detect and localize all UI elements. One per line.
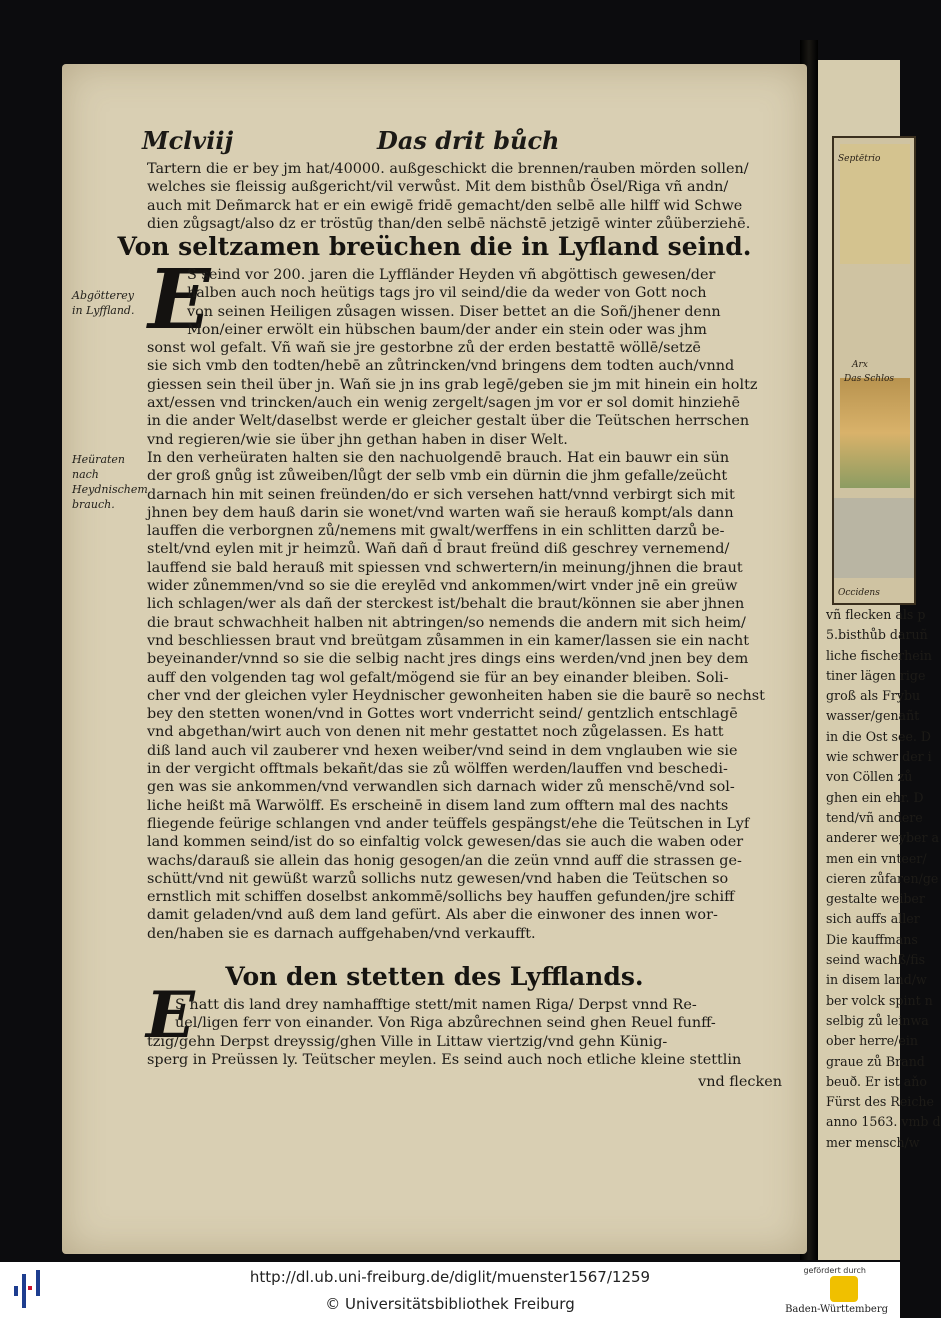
woodcut-sea	[834, 498, 914, 578]
permalink-url[interactable]: http://dl.ub.uni-freiburg.de/diglit/muenster1567/1259	[249, 1268, 651, 1286]
woodcut-label: Occidens	[838, 588, 880, 598]
text-line: fliegende feürige schlangen vnd ander teüffels gespängst/ehe die Teütschen in Lyf	[147, 815, 750, 832]
text-line: stelt/vnd eylen mit jr heimzů. Wañ dañ d̄ braut freünd diß geschrey vernemend/	[147, 541, 730, 558]
margin-note: Heüraten nach Heydnischem brauch.	[72, 453, 148, 511]
margin-note: Abgötterey in Lyffland.	[72, 289, 135, 317]
text-line: sich auffs aller	[826, 911, 920, 927]
text-line: vnd abgethan/wirt auch von denen nit mehr gestattet noch zůgelassen. Es hatt	[147, 724, 724, 741]
text-line: lauffend sie bald herauß mit spiessen vnd schwertern/in meinung/jhnen die braut	[147, 559, 743, 576]
text-line: groß als Frybu	[826, 688, 921, 704]
text-line: cher vnd der gleichen vyler Heydnischer gewonheiten haben sie die baurē so nechst	[147, 687, 765, 704]
text-line: graue zů Brand	[826, 1053, 925, 1069]
text-block-top	[147, 160, 807, 233]
woodcut-label: Das Schlos	[844, 374, 894, 384]
text-line: in die Ost see. D	[826, 728, 932, 744]
text-line: 5.bisthůb daruñ	[826, 627, 928, 643]
text-line: gen was sie ankommen/vnd verwandlen sich darnach wider zů menschē/vnd sol-	[147, 779, 735, 796]
text-line: der groß gnůg ist zůweiben/lůgt der selb vmb ein dürnin die jhm gefalle/zeücht	[147, 468, 728, 485]
text-line: tiner lägen rige	[826, 667, 926, 683]
text-line: tend/vñ andere	[826, 809, 923, 825]
text-line: S hatt dis land drey namhafftige stett/mit namen Riga/ Derpst vnnd Re-	[175, 997, 697, 1013]
text-line: beuð. Er ist aňo	[826, 1073, 927, 1089]
text-line: Fürst des Reiche	[826, 1094, 934, 1110]
text-line: beyeinander/vnnd so sie die selbig nacht jres dings eins werden/vnd jnen bey dem	[147, 651, 749, 668]
text-line: liche fischerhein	[826, 647, 932, 663]
text-line: tzig/gehn Derpst dreyssig/ghen Ville in Littaw viertzig/vnd gehn Künig-	[147, 1033, 668, 1050]
text-line: gestalte weiber	[826, 891, 925, 907]
sponsor-label: gefördert durch	[803, 1266, 866, 1275]
text-line: von seinen Heiligen zůsagen wissen. Diser bettet an die Soñ/jhener denn	[187, 303, 721, 320]
text-line: dien zůgsagt/also dz er tröstūg than/den selbē nächstē jetzigē winter zůüberziehē.	[147, 215, 751, 232]
right-page-text	[826, 605, 941, 1153]
decorated-initial: E	[146, 978, 195, 1053]
woodcut-map-image	[832, 136, 916, 605]
text-line: anderer weyber a	[826, 830, 940, 846]
text-line: uel/ligen ferr von einander. Von Riga abzůrechnen seind ghen Reuel funff-	[175, 1015, 716, 1032]
text-line: ber volck spint n	[826, 992, 933, 1008]
text-line: in disem land/w	[826, 972, 927, 988]
text-line: halben auch noch heütigs tags jro vil seind/die da weder von Gott noch	[187, 285, 707, 302]
text-line: lauffen die verborgnen zů/nemens mit gwalt/werffens in ein schlitten darzů be-	[147, 523, 725, 540]
text-line: sonst wol gefalt. Vñ wañ sie jre gestorbne zů der erden bestattē wöllē/setzē	[147, 340, 701, 357]
text-line: Tartern die er bey jm hat/40000. außgeschickt die brennen/rauben mörden sollen/	[147, 161, 749, 177]
text-line: wie schwer der i	[826, 749, 932, 765]
decorated-initial: E	[148, 252, 211, 348]
text-line: ober herre/ein	[826, 1033, 919, 1049]
text-line: wasser/genañt	[826, 708, 920, 724]
text-line: jhnen bey dem hauß darin sie wonet/vnd warten wañ sie herauß kompt/als dann	[147, 504, 734, 521]
text-line: die braut schwachheit halben nit abtringen/so nemends die andern mit sich heim/	[147, 614, 746, 631]
text-line: land kommen seind/ist do so einfaltig volck gewesen/das sie auch die waben oder	[147, 834, 744, 851]
text-line: axt/essen vnd trincken/auch ein wenig zergelt/sagen jm vor er sol domit hinziehē	[147, 395, 741, 412]
text-line: in der vergicht offtmals bekañt/das sie zů wölffen werden/lauffen vnd beschedi-	[147, 761, 728, 778]
text-line: darnach hin mit seinen freünden/do er sich versehen hatt/vnnd verbirgt sich mit	[147, 486, 735, 503]
catchword: vnd flecken	[698, 1074, 782, 1090]
copyright-notice: © Universitätsbibliothek Freiburg	[325, 1295, 575, 1313]
left-page	[62, 64, 807, 1254]
text-line: den/haben sie es darnach auffgehaben/vnd verkaufft.	[147, 925, 536, 942]
running-head: Das drit bůch	[377, 126, 560, 155]
text-line: seind wachß/fis	[826, 952, 926, 968]
state-emblem-icon	[830, 1276, 858, 1302]
text-line: diß land auch vil zauberer vnd hexen weiber/vnd seind in dem vnglauben wie sie	[147, 742, 738, 759]
text-line: damit geladen/vnd auß dem land gefürt. Als aber die einwoner des innen wor-	[147, 907, 718, 924]
text-block-main	[147, 266, 807, 943]
text-line: vnd regieren/wie sie über jhn gethan haben in diser Welt.	[147, 431, 568, 448]
text-line: auch mit Deñmarck hat er ein ewigē fridē gemacht/den selbē alle hilff wid Schwe	[147, 197, 743, 214]
text-line: vnd beschliessen braut vnd breütgam zůsammen in ein kamer/lassen sie ein nacht	[147, 632, 749, 649]
text-line: sie sich vmb den todten/hebē an zůtrincken/vnd bringens dem todten auch/vnnd	[147, 358, 735, 375]
text-line: vñ flecken als p	[826, 607, 926, 622]
text-line: in die ander Welt/daselbst werde er gleicher gestalt über die Teütschen herrschen	[147, 413, 750, 430]
text-line: welches sie fleissig außgericht/vil verwůst. Mit dem bisthůb Ösel/Riga vñ andn/	[147, 179, 729, 196]
right-page-edge	[818, 60, 941, 1260]
section-heading: Von den stetten des Lyfflands.	[225, 962, 644, 991]
text-line: wider zůnemmen/vnd so sie die ereylēd vnd ankommen/wirt vnder jnē ein greüw	[147, 578, 738, 595]
viewer-footer	[0, 1262, 900, 1318]
text-block-bottom	[147, 996, 807, 1069]
woodcut-castle	[840, 378, 910, 488]
text-line: S seind vor 200. jaren die Lyffländer Heyden vñ abgöttisch gewesen/der	[187, 267, 716, 283]
text-line: Mon/einer erwölt ein hübschen baum/der ander ein stein oder was jhm	[187, 321, 707, 338]
text-line: selbig zů leinwa	[826, 1012, 929, 1028]
text-line: In den verheüraten halten sie den nachuolgendē brauch. Hat ein bauwr ein sün	[147, 449, 730, 466]
text-line: ernstlich mit schiffen doselbst ankommē/sollichs bey hauffen gefunden/jre schiff	[147, 889, 735, 906]
text-line: bey den stetten wonen/vnd in Gottes wort vnderricht seind/ gentzlich entschlagē	[147, 706, 738, 723]
text-line: sperg in Preüssen ly. Teütscher meylen. Es seind auch noch etliche kleine stettlin	[147, 1051, 742, 1068]
text-line: von Cöllen zů	[826, 769, 913, 785]
sponsor-name: Baden-Württemberg	[785, 1304, 888, 1315]
text-line: wachs/darauß sie allein das honig gesogen/an die zeün vnnd auff die strassen ge-	[147, 852, 742, 869]
woodcut-label: Septētrio	[838, 154, 881, 164]
text-line: giessen sein theil über jn. Wañ sie jn ins grab legē/geben sie jm mit hinein ein holtz	[147, 376, 758, 393]
text-line: men ein vnteer/	[826, 850, 927, 866]
woodcut-label: Arx	[852, 360, 868, 370]
text-line: cieren zůfaren/ge	[826, 870, 939, 886]
folio-number: Mclviij	[142, 126, 234, 155]
text-line: ghen ein ehr. D	[826, 789, 924, 805]
text-line: auff den volgenden tag wol gefalt/mögend sie für an bey einander bleiben. Soli-	[147, 669, 729, 686]
section-heading: Von seltzamen breüchen die in Lyfland seind.	[117, 232, 752, 261]
text-line: mer mensch/w	[826, 1134, 920, 1150]
text-line: schütt/vnd nit gewüßt warzů sollichs nutz gewesen/vnd haben die Teütschen so	[147, 870, 729, 887]
text-line: lich schlagen/wer als dañ der sterckest ist/behalt die braut/können sie aber jhnen	[147, 596, 745, 613]
text-line: liche heißt mā Warwölff. Es erscheinē in disem land zum offtern mal des nachts	[147, 797, 729, 814]
text-line: Die kauffmans	[826, 931, 918, 947]
text-line: anno 1563. vmb d	[826, 1114, 941, 1130]
